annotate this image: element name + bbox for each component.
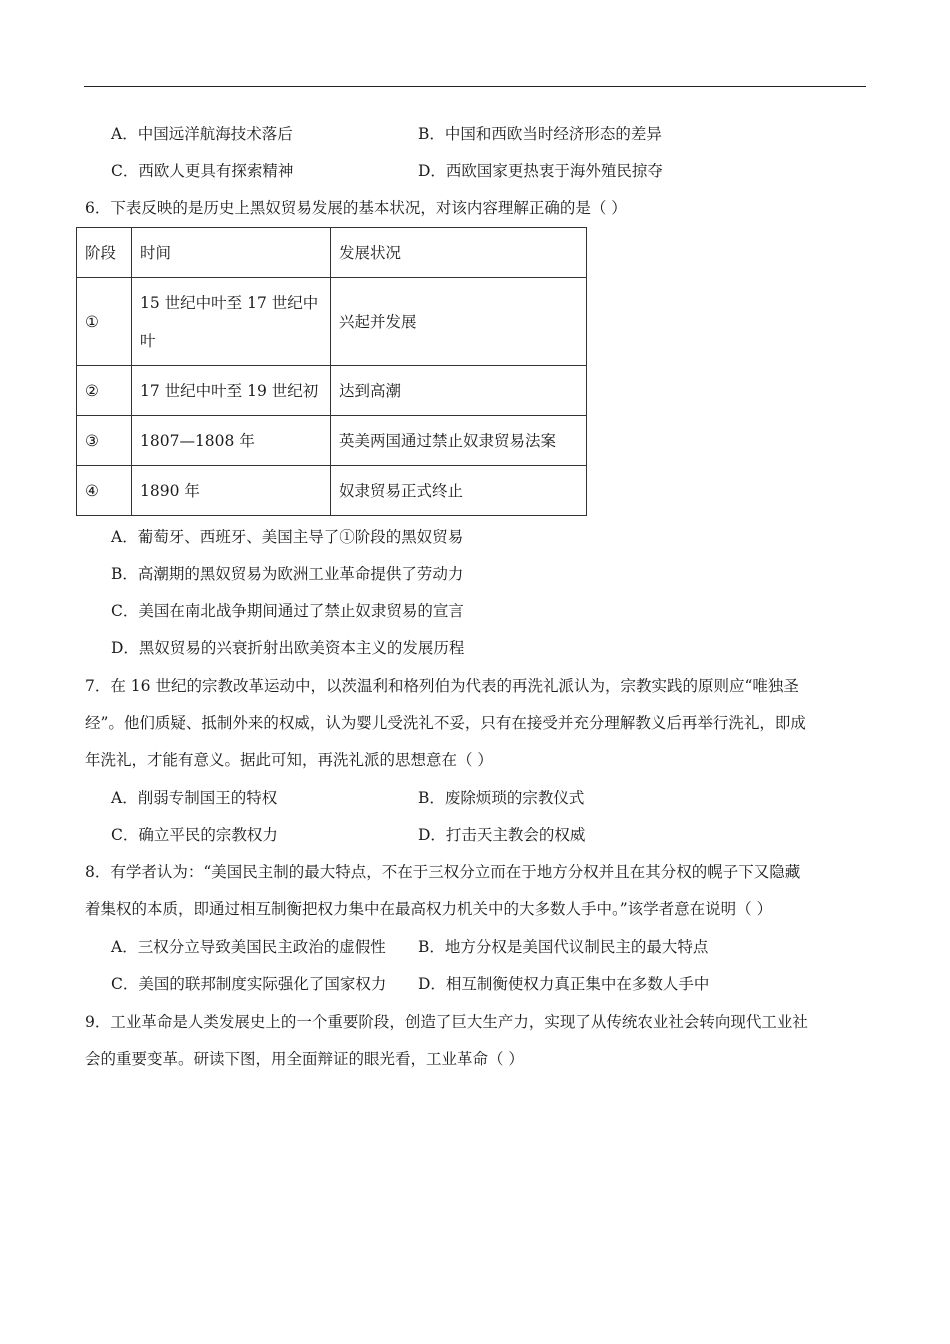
q6-option-a[interactable]: A．葡萄牙、西班牙、美国主导了①阶段的黑奴贸易 [111, 528, 464, 546]
cell-stage: ③ [77, 416, 132, 466]
cell-time [132, 278, 331, 366]
q8-option-a[interactable]: A．三权分立导致美国民主政治的虚假性 [111, 938, 386, 956]
q6-table [76, 227, 587, 516]
q8-option-c[interactable]: C．美国的联邦制度实际强化了国家权力 [111, 975, 387, 993]
cell-time: 1807—1808 年 [132, 416, 331, 466]
q5-option-b[interactable]: B．中国和西欧当时经济形态的差异 [418, 125, 662, 143]
q6-option-b[interactable]: B．高潮期的黑奴贸易为欧洲工业革命提供了劳动力 [111, 565, 464, 583]
header-rule [84, 86, 866, 87]
q5-option-a[interactable]: A．中国远洋航海技术落后 [111, 125, 293, 143]
q6-option-d[interactable]: D．黑奴贸易的兴衰折射出欧美资本主义的发展历程 [111, 639, 465, 657]
q7-stem-line3: 年洗礼，才能有意义。据此可知，再洗礼派的思想意在（ ） [85, 751, 493, 769]
cell-status: 兴起并发展 [331, 278, 587, 366]
q6-stem: 6．下表反映的是历史上黑奴贸易发展的基本状况，对该内容理解正确的是（ ） [85, 199, 627, 217]
cell-time: 1890 年 [132, 466, 331, 516]
cell-stage: ④ [77, 466, 132, 516]
cell-status: 英美两国通过禁止奴隶贸易法案 [331, 416, 587, 466]
header-stage: 阶段 [77, 228, 132, 278]
q7-option-c[interactable]: C．确立平民的宗教权力 [111, 826, 278, 844]
cell-stage: ① [77, 278, 132, 366]
q7-option-b[interactable]: B．废除烦琐的宗教仪式 [418, 789, 585, 807]
cell-time: 17 世纪中叶至 19 世纪初 [132, 366, 331, 416]
q8-stem-line1: 8．有学者认为：“美国民主制的最大特点，不在于三权分立而在于地方分权并且在其分权的幌子下又隐藏 [85, 863, 801, 881]
q9-stem-line1: 9．工业革命是人类发展史上的一个重要阶段，创造了巨大生产力，实现了从传统农业社会转向现代工业社 [85, 1013, 808, 1031]
cell-status: 奴隶贸易正式终止 [331, 466, 587, 516]
q7-stem-line2: 经”。他们质疑、抵制外来的权威，认为婴儿受洗礼不妥，只有在接受并充分理解教义后再举行洗礼，即成 [85, 714, 806, 732]
q8-option-d[interactable]: D．相互制衡使权力真正集中在多数人手中 [418, 975, 710, 993]
q5-option-c[interactable]: C．西欧人更具有探索精神 [111, 162, 294, 180]
q5-option-d[interactable]: D．西欧国家更热衷于海外殖民掠夺 [418, 162, 663, 180]
cell-time-text: 15 世纪中叶至 17 世纪中叶 [140, 293, 319, 350]
q7-stem-line1: 7．在 16 世纪的宗教改革运动中，以茨温利和格列伯为代表的再洗礼派认为，宗教实践的原则应“唯独圣 [85, 677, 799, 695]
cell-stage: ② [77, 366, 132, 416]
table-row [77, 466, 587, 516]
header-time: 时间 [132, 228, 331, 278]
q9-stem-line2: 会的重要变革。研读下图，用全面辩证的眼光看，工业革命（ ） [85, 1050, 524, 1068]
q8-stem-line2: 着集权的本质，即通过相互制衡把权力集中在最高权力机关中的大多数人手中。”该学者意在说明（ ） [85, 900, 773, 918]
table-row [77, 278, 587, 366]
table-header-row [77, 228, 587, 278]
table-row [77, 416, 587, 466]
header-status: 发展状况 [331, 228, 587, 278]
cell-status: 达到高潮 [331, 366, 587, 416]
table-row [77, 366, 587, 416]
q6-option-c[interactable]: C．美国在南北战争期间通过了禁止奴隶贸易的宣言 [111, 602, 464, 620]
q8-option-b[interactable]: B．地方分权是美国代议制民主的最大特点 [418, 938, 709, 956]
q7-option-a[interactable]: A．削弱专制国王的特权 [111, 789, 278, 807]
q7-option-d[interactable]: D．打击天主教会的权威 [418, 826, 586, 844]
